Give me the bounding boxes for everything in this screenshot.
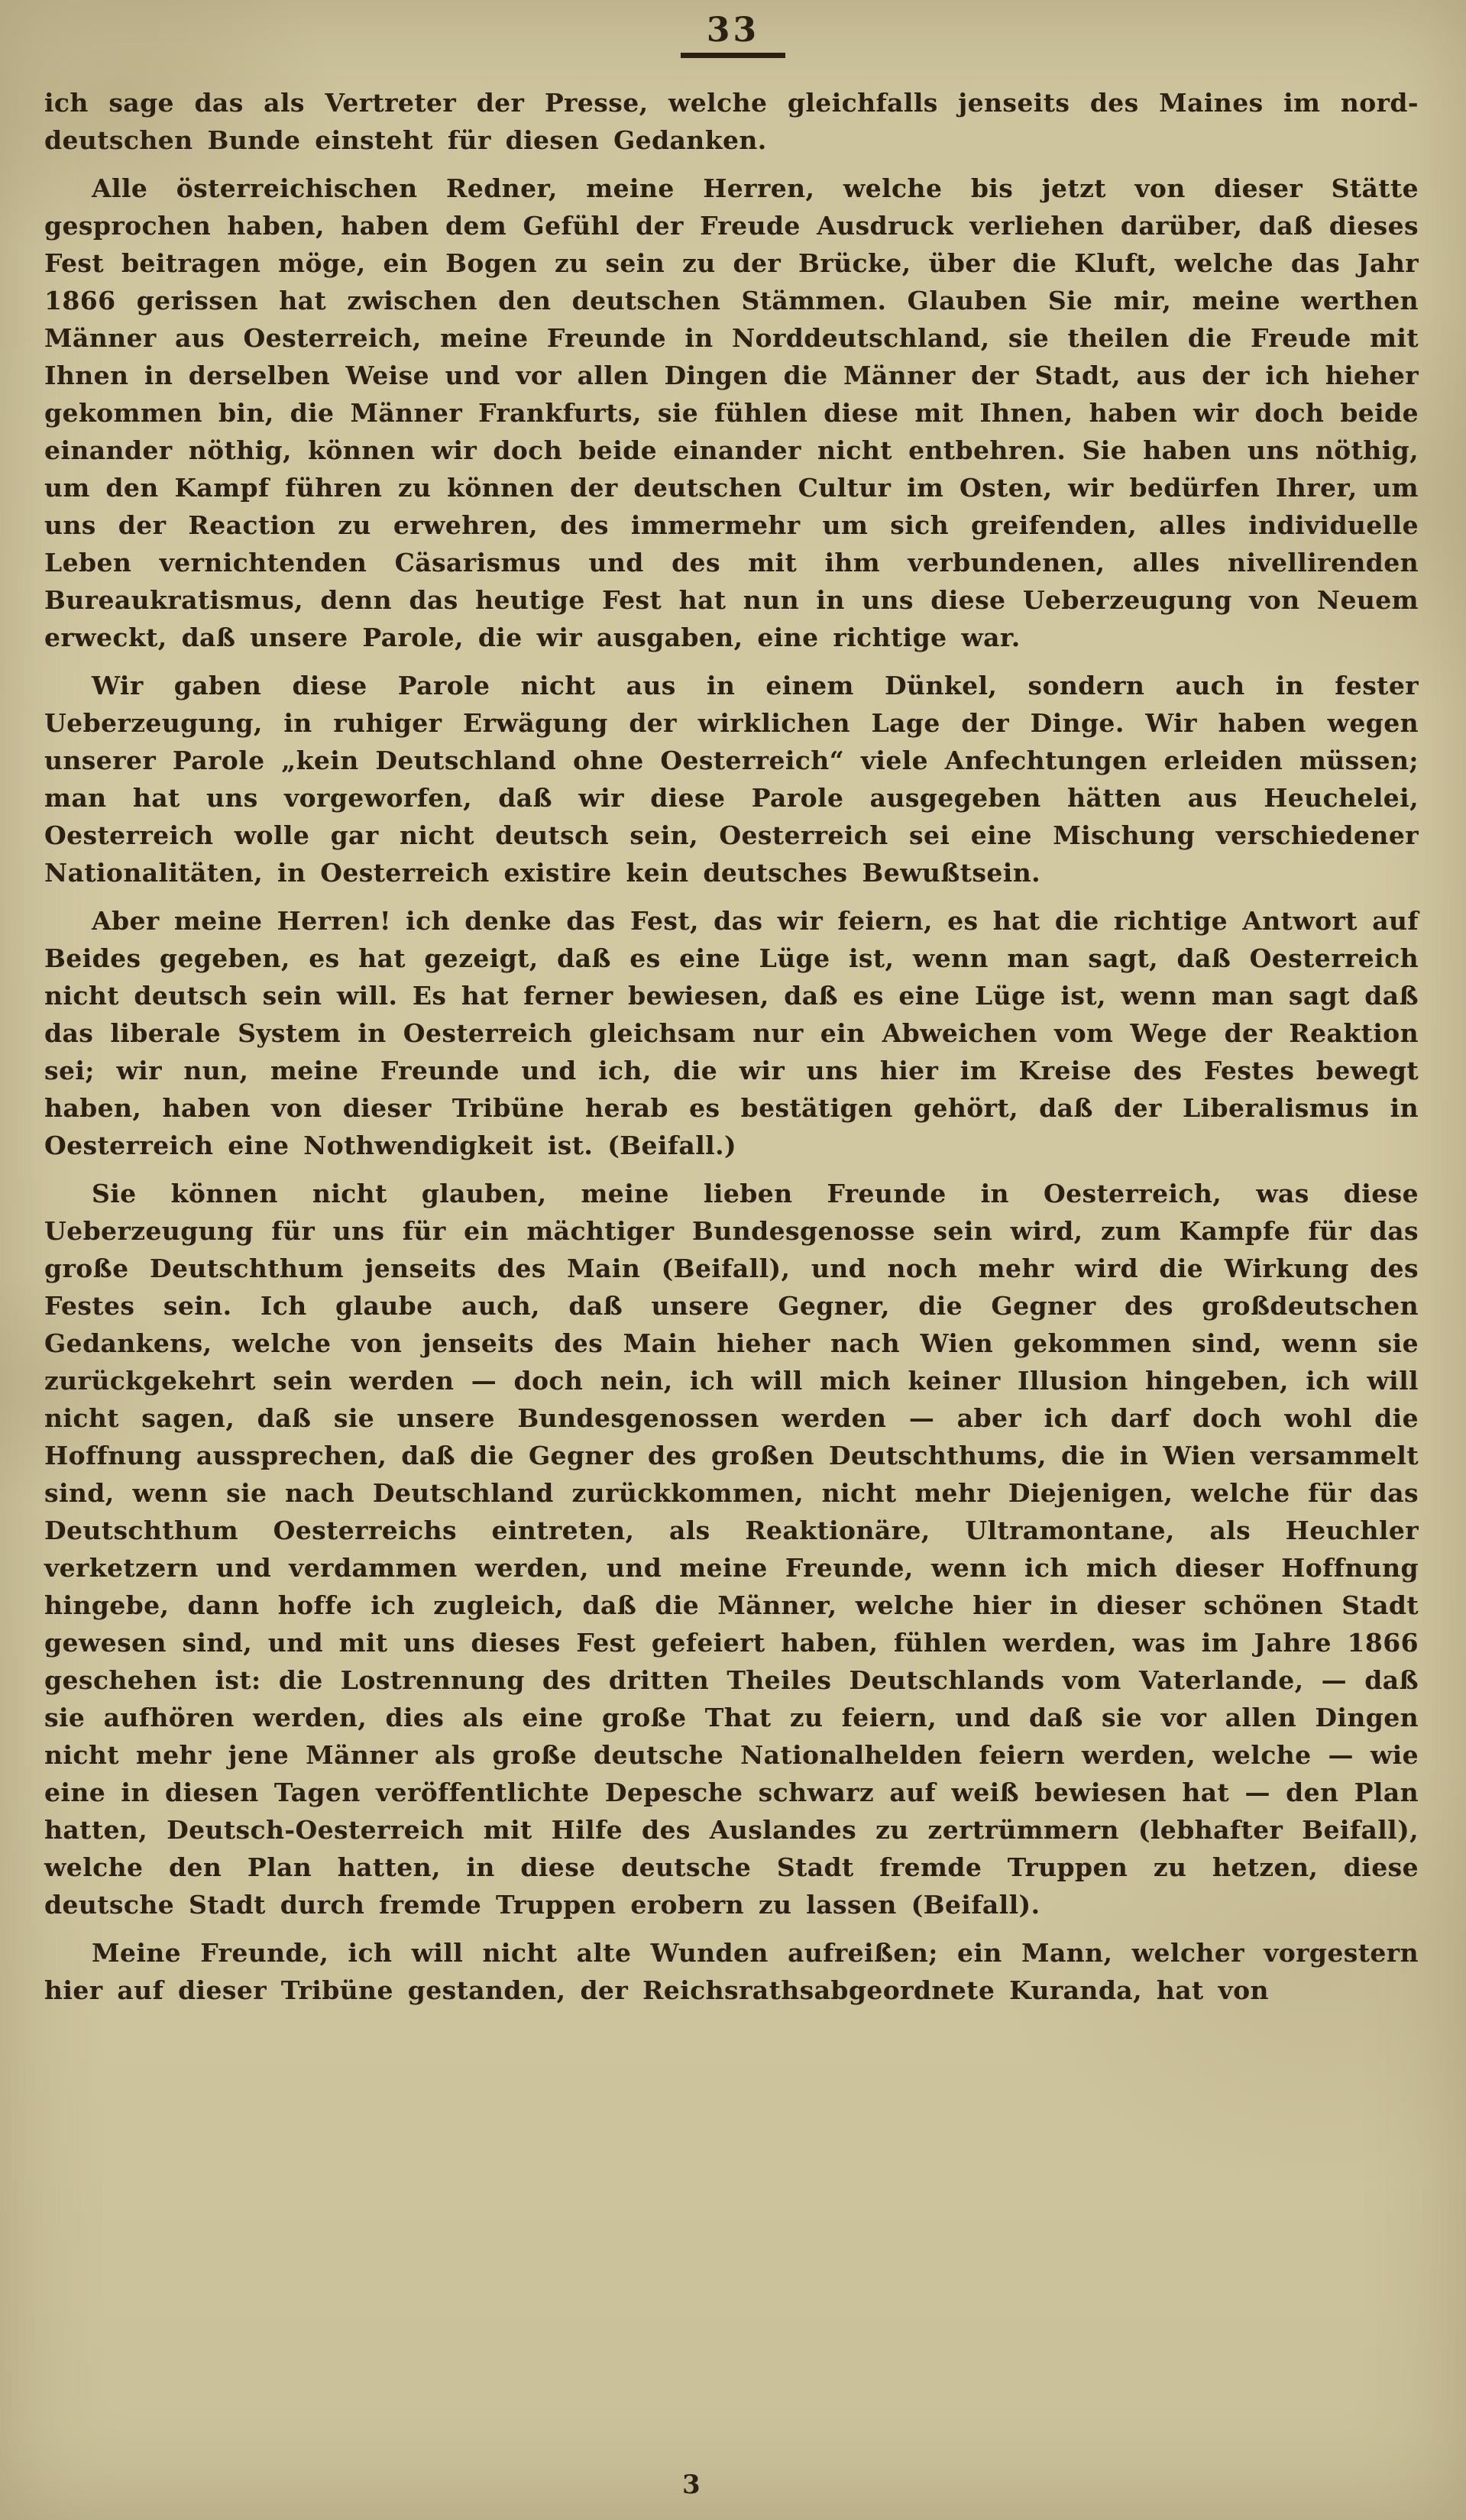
paragraph: Alle österreichischen Redner, meine Herren, welche bis jetzt von dieser Stätte gesprochen haben, haben dem Gefühl der Freude Ausdruck verliehen darüber, daß dieses Fest beitragen möge, ein Bogen zu sein zu der Brücke, über die Kluft, welche das Jahr 1866 gerissen hat zwischen den deutschen Stämmen. Glauben Sie mir, meine werthen Männer aus Oesterreich, meine Freunde in Norddeutschland, sie theilen die Freude mit Ihnen in derselben Weise und vor allen Dingen die Männer der Stadt, aus der ich hieher gekommen bin, die Männer Frankfurts, sie fühlen diese mit Ihnen, haben wir doch beide einander nöthig, können wir doch beide einander nicht entbehren. Sie haben uns nöthig, um den Kampf führen zu können der deutschen Cultur im Osten, wir bedürfen Ihrer, um uns der Reaction zu erwehren, des immermehr um sich greifenden, alles individuelle Leben vernichtenden Cäsarismus und des mit ihm verbundenen, alles nivellirenden Bureaukratismus, denn das heutige Fest hat nun in uns diese Ueberzeugung von Neuem erweckt, daß unsere Parole, die wir ausgaben, eine richtige war.: [44, 173, 1419, 652]
paragraph: Wir gaben diese Parole nicht aus in einem Dünkel, sondern auch in fester Ueberzeugung, in ruhiger Erwägung der wirklichen Lage der Dinge. Wir haben wegen unserer Parole „kein Deutschland ohne Oesterreich“ viele Anfechtungen erleiden müssen; man hat uns vorgeworfen, daß wir diese Parole ausgegeben hätten aus Heuchelei, Oesterreich wolle gar nicht deutsch sein, Oesterreich sei eine Mischung verschiedener Nationalitäten, in Oesterreich existire kein deutsches Bewußtsein.: [44, 671, 1419, 888]
paragraph: Meine Freunde, ich will nicht alte Wunden aufreißen; ein Mann, welcher vorgestern hier auf dieser Tribüne gestanden, der Reichsrathsabgeordnete Kuranda, hat von: [44, 1938, 1419, 2005]
paragraph: ich sage das als Vertreter der Presse, welche gleichfalls jenseits des Maines im nord-deutschen Bunde einsteht für diesen Gedanken.: [44, 88, 1419, 155]
paragraph: Aber meine Herren! ich denke das Fest, das wir feiern, es hat die richtige Antwort auf Beides gegeben, es hat gezeigt, daß es eine Lüge ist, wenn man sagt, daß Oesterreich nicht deutsch sein will. Es hat ferner bewiesen, daß es eine Lüge ist, wenn man sagt daß das liberale System in Oesterreich gleichsam nur ein Abweichen vom Wege der Reaktion sei; wir nun, meine Freunde und ich, die wir uns hier im Kreise des Festes bewegt haben, haben von dieser Tribüne herab es bestätigen gehört, daß der Liberalismus in Oesterreich eine Nothwendigkeit ist. (Beifall.): [44, 906, 1419, 1160]
signature-mark: 3: [682, 2470, 701, 2500]
body-text: [44, 84, 1419, 2009]
page-number: 33: [681, 11, 785, 58]
paragraph: Sie können nicht glauben, meine lieben Freunde in Oesterreich, was diese Ueberzeugung für uns für ein mächtiger Bundesgenosse sein wird, zum Kampfe für das große Deutschthum jenseits des Main (Beifall), und noch mehr wird die Wirkung des Festes sein. Ich glaube auch, daß unsere Gegner, die Gegner des großdeutschen Gedankens, welche von jenseits des Main hieher nach Wien gekommen sind, wenn sie zurückgekehrt sein werden — doch nein, ich will mich keiner Illusion hingeben, ich will nicht sagen, daß sie unsere Bundesgenossen werden — aber ich darf doch wohl die Hoffnung aussprechen, daß die Gegner des großen Deutschthums, die in Wien versammelt sind, wenn sie nach Deutschland zurückkommen, nicht mehr Diejenigen, welche für das Deutschthum Oesterreichs eintreten, als Reaktionäre, Ultramontane, als Heuchler verketzern und verdammen werden, und meine Freunde, wenn ich mich dieser Hoffnung hingebe, dann hoffe ich zugleich, daß die Männer, welche hier in dieser schönen Stadt gewesen sind, und mit uns dieses Fest gefeiert haben, fühlen werden, was im Jahre 1866 geschehen ist: die Lostrennung des dritten Theiles Deutschlands vom Vaterlande, — daß sie aufhören werden, dies als eine große That zu feiern, und daß sie vor allen Dingen nicht mehr jene Männer als große deutsche Nationalhelden feiern werden, welche — wie eine in diesen Tagen veröffentlichte Depesche schwarz auf weiß bewiesen hat — den Plan hatten, Deutsch-Oesterreich mit Hilfe des Auslandes zu zertrümmern (lebhafter Beifall), welche den Plan hatten, in diese deutsche Stadt fremde Truppen zu hetzen, diese deutsche Stadt durch fremde Truppen erobern zu lassen (Beifall).: [44, 1179, 1419, 1920]
page-header: [0, 0, 1466, 58]
